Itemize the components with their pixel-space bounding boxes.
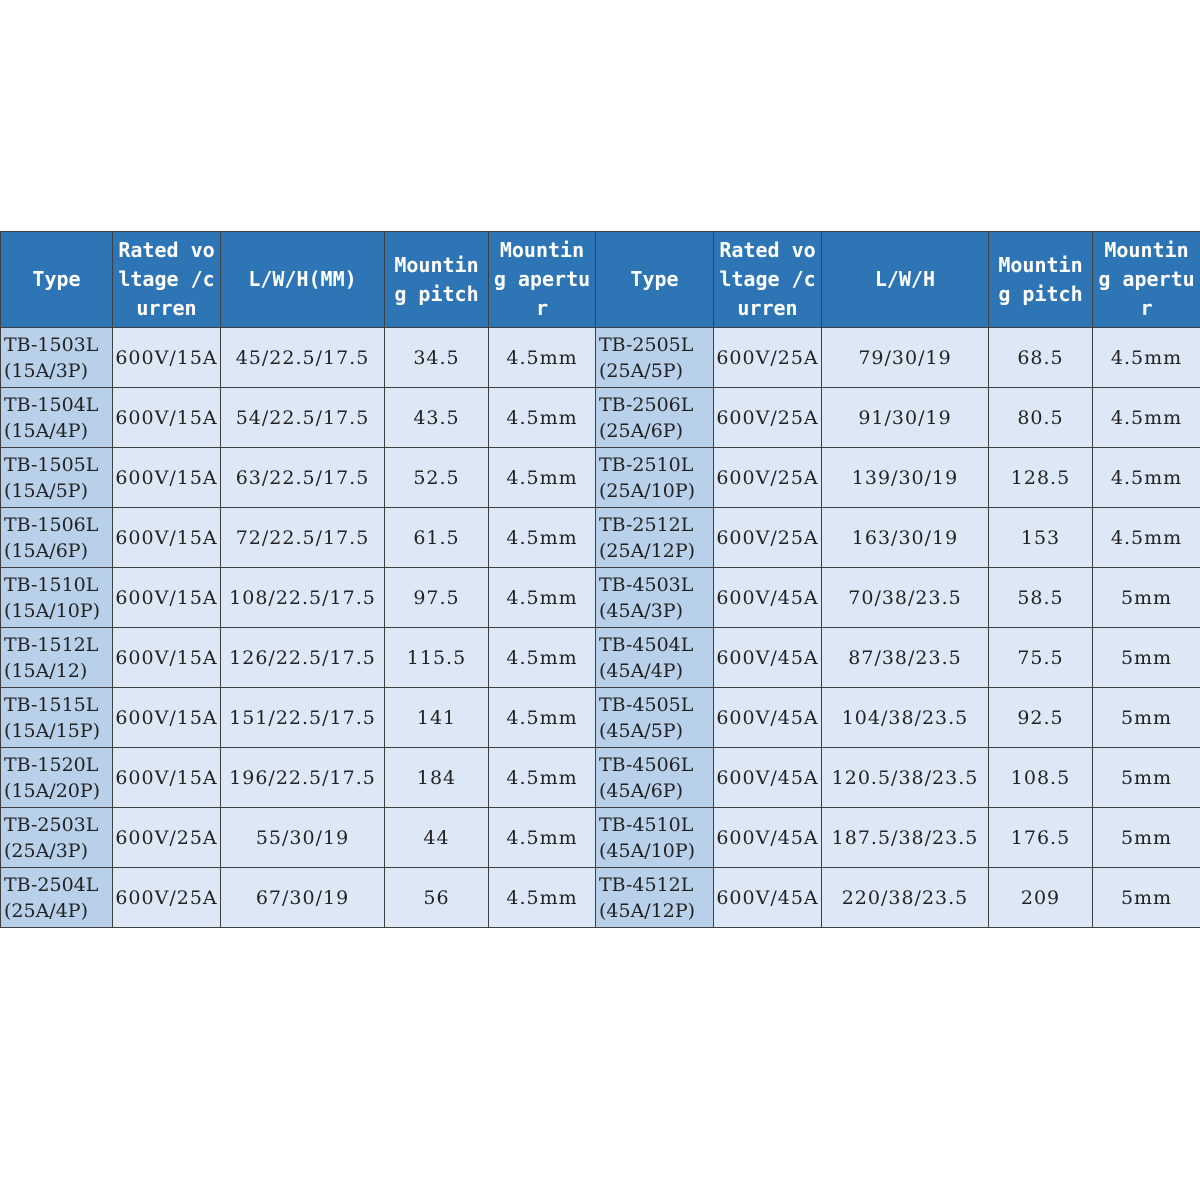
- header-mounting-pitch: [385, 232, 489, 328]
- dimensions-cell: 91/30/19: [822, 388, 989, 448]
- mounting-pitch-cell: 80.5: [989, 388, 1093, 448]
- header-rated-voltage: [113, 232, 221, 328]
- voltage-cell: 600V/25A: [714, 508, 822, 568]
- mounting-pitch-cell: 56: [385, 868, 489, 928]
- dimensions-cell: 220/38/23.5: [822, 868, 989, 928]
- model-number: TB-4503L: [599, 573, 694, 596]
- voltage-cell: 600V/15A: [113, 688, 221, 748]
- model-rating: (15A/3P): [4, 359, 88, 382]
- mounting-pitch-cell: 108.5: [989, 748, 1093, 808]
- header-row: [1, 232, 1200, 328]
- mounting-aperture-cell: 4.5mm: [489, 328, 596, 388]
- mounting-aperture-cell: 4.5mm: [489, 508, 596, 568]
- mounting-pitch-cell: 128.5: [989, 448, 1093, 508]
- type-cell: [596, 328, 714, 388]
- voltage-cell: 600V/25A: [714, 328, 822, 388]
- model-rating: (45A/12P): [599, 899, 696, 922]
- header-label: Type: [630, 267, 679, 291]
- model-number: TB-2505L: [599, 333, 694, 356]
- header-label: L/W/H(MM): [248, 267, 357, 291]
- voltage-cell: 600V/15A: [113, 508, 221, 568]
- model-number: TB-2510L: [599, 453, 694, 476]
- dimensions-cell: 139/30/19: [822, 448, 989, 508]
- table-row: [1, 748, 1200, 808]
- table-row: [1, 448, 1200, 508]
- type-cell: [1, 628, 113, 688]
- mounting-aperture-cell: 5mm: [1093, 688, 1200, 748]
- model-rating: (15A/4P): [4, 419, 88, 442]
- model-number: TB-1506L: [4, 513, 99, 536]
- model-number: TB-1504L: [4, 393, 99, 416]
- table-row: [1, 808, 1200, 868]
- mounting-pitch-cell: 58.5: [989, 568, 1093, 628]
- voltage-cell: 600V/15A: [113, 328, 221, 388]
- header-label: Mountin g pitch: [394, 252, 479, 306]
- model-rating: (15A/15P): [4, 719, 101, 742]
- type-cell: [596, 568, 714, 628]
- model-number: TB-1510L: [4, 573, 99, 596]
- dimensions-cell: 67/30/19: [221, 868, 385, 928]
- type-cell: [596, 388, 714, 448]
- mounting-pitch-cell: 34.5: [385, 328, 489, 388]
- voltage-cell: 600V/25A: [714, 388, 822, 448]
- model-number: TB-1515L: [4, 693, 99, 716]
- model-number: TB-4504L: [599, 633, 694, 656]
- dimensions-cell: 104/38/23.5: [822, 688, 989, 748]
- mounting-pitch-cell: 176.5: [989, 808, 1093, 868]
- mounting-pitch-cell: 141: [385, 688, 489, 748]
- dimensions-cell: 55/30/19: [221, 808, 385, 868]
- dimensions-cell: 54/22.5/17.5: [221, 388, 385, 448]
- dimensions-cell: 151/22.5/17.5: [221, 688, 385, 748]
- model-number: TB-4510L: [599, 813, 694, 836]
- model-rating: (45A/10P): [599, 839, 696, 862]
- header-dimensions: [822, 232, 989, 328]
- mounting-aperture-cell: 4.5mm: [489, 748, 596, 808]
- model-number: TB-1505L: [4, 453, 99, 476]
- voltage-cell: 600V/15A: [113, 388, 221, 448]
- mounting-aperture-cell: 4.5mm: [1093, 448, 1200, 508]
- dimensions-cell: 126/22.5/17.5: [221, 628, 385, 688]
- dimensions-cell: 120.5/38/23.5: [822, 748, 989, 808]
- model-rating: (25A/4P): [4, 899, 88, 922]
- mounting-pitch-cell: 97.5: [385, 568, 489, 628]
- header-type: [1, 232, 113, 328]
- table-row: [1, 868, 1200, 928]
- header-label: Mountin g apertur: [493, 238, 591, 320]
- type-cell: [596, 688, 714, 748]
- type-cell: [1, 568, 113, 628]
- voltage-cell: 600V/25A: [113, 868, 221, 928]
- voltage-cell: 600V/15A: [113, 448, 221, 508]
- model-rating: (15A/10P): [4, 599, 101, 622]
- mounting-aperture-cell: 4.5mm: [489, 448, 596, 508]
- table-row: [1, 628, 1200, 688]
- mounting-aperture-cell: 4.5mm: [1093, 388, 1200, 448]
- model-number: TB-4512L: [599, 873, 694, 896]
- model-rating: (25A/5P): [599, 359, 683, 382]
- voltage-cell: 600V/25A: [714, 448, 822, 508]
- mounting-pitch-cell: 61.5: [385, 508, 489, 568]
- type-cell: [1, 868, 113, 928]
- dimensions-cell: 87/38/23.5: [822, 628, 989, 688]
- voltage-cell: 600V/45A: [714, 748, 822, 808]
- model-rating: (25A/10P): [599, 479, 696, 502]
- model-number: TB-4506L: [599, 753, 694, 776]
- voltage-cell: 600V/45A: [714, 868, 822, 928]
- mounting-pitch-cell: 68.5: [989, 328, 1093, 388]
- model-rating: (25A/3P): [4, 839, 88, 862]
- mounting-pitch-cell: 52.5: [385, 448, 489, 508]
- mounting-aperture-cell: 4.5mm: [489, 388, 596, 448]
- type-cell: [1, 328, 113, 388]
- table-row: [1, 568, 1200, 628]
- model-number: TB-1503L: [4, 333, 99, 356]
- header-label: Type: [32, 267, 81, 291]
- voltage-cell: 600V/15A: [113, 568, 221, 628]
- header-label: Rated voltage /curren: [118, 238, 215, 320]
- dimensions-cell: 108/22.5/17.5: [221, 568, 385, 628]
- mounting-aperture-cell: 4.5mm: [489, 868, 596, 928]
- voltage-cell: 600V/45A: [714, 568, 822, 628]
- header-label: Rated voltage /curren: [719, 238, 816, 320]
- table-row: [1, 688, 1200, 748]
- header-mounting-aperture: [1093, 232, 1200, 328]
- header-type: [596, 232, 714, 328]
- model-number: TB-1512L: [4, 633, 99, 656]
- type-cell: [596, 448, 714, 508]
- table-row: [1, 388, 1200, 448]
- mounting-aperture-cell: 4.5mm: [489, 808, 596, 868]
- mounting-aperture-cell: 5mm: [1093, 868, 1200, 928]
- model-rating: (25A/12P): [599, 539, 696, 562]
- mounting-aperture-cell: 5mm: [1093, 568, 1200, 628]
- header-rated-voltage: [714, 232, 822, 328]
- type-cell: [596, 808, 714, 868]
- type-cell: [596, 508, 714, 568]
- mounting-aperture-cell: 4.5mm: [489, 688, 596, 748]
- mounting-aperture-cell: 5mm: [1093, 628, 1200, 688]
- model-number: TB-1520L: [4, 753, 99, 776]
- model-rating: (45A/5P): [599, 719, 683, 742]
- mounting-pitch-cell: 44: [385, 808, 489, 868]
- voltage-cell: 600V/25A: [113, 808, 221, 868]
- header-mounting-pitch: [989, 232, 1093, 328]
- model-number: TB-2506L: [599, 393, 694, 416]
- header-mounting-aperture: [489, 232, 596, 328]
- type-cell: [596, 628, 714, 688]
- table-header: [1, 232, 1200, 328]
- model-number: TB-2512L: [599, 513, 694, 536]
- table-row: [1, 508, 1200, 568]
- terminal-block-spec-table: [0, 231, 1200, 928]
- type-cell: [1, 748, 113, 808]
- type-cell: [596, 748, 714, 808]
- mounting-aperture-cell: 4.5mm: [1093, 508, 1200, 568]
- dimensions-cell: 163/30/19: [822, 508, 989, 568]
- mounting-pitch-cell: 92.5: [989, 688, 1093, 748]
- mounting-pitch-cell: 184: [385, 748, 489, 808]
- mounting-aperture-cell: 5mm: [1093, 748, 1200, 808]
- header-label: Mountin g apertur: [1098, 238, 1195, 320]
- mounting-pitch-cell: 153: [989, 508, 1093, 568]
- type-cell: [1, 388, 113, 448]
- table-row: [1, 328, 1200, 388]
- mounting-aperture-cell: 5mm: [1093, 808, 1200, 868]
- dimensions-cell: 45/22.5/17.5: [221, 328, 385, 388]
- mounting-aperture-cell: 4.5mm: [1093, 328, 1200, 388]
- type-cell: [1, 508, 113, 568]
- mounting-aperture-cell: 4.5mm: [489, 628, 596, 688]
- mounting-pitch-cell: 209: [989, 868, 1093, 928]
- dimensions-cell: 63/22.5/17.5: [221, 448, 385, 508]
- type-cell: [1, 448, 113, 508]
- model-number: TB-4505L: [599, 693, 694, 716]
- dimensions-cell: 72/22.5/17.5: [221, 508, 385, 568]
- model-rating: (25A/6P): [599, 419, 683, 442]
- model-rating: (15A/5P): [4, 479, 88, 502]
- table-body: [1, 328, 1200, 928]
- type-cell: [1, 808, 113, 868]
- mounting-pitch-cell: 43.5: [385, 388, 489, 448]
- header-dimensions: [221, 232, 385, 328]
- voltage-cell: 600V/45A: [714, 628, 822, 688]
- header-label: L/W/H: [874, 267, 936, 291]
- mounting-aperture-cell: 4.5mm: [489, 568, 596, 628]
- type-cell: [1, 688, 113, 748]
- voltage-cell: 600V/45A: [714, 688, 822, 748]
- dimensions-cell: 70/38/23.5: [822, 568, 989, 628]
- model-rating: (15A/12): [4, 659, 88, 682]
- model-rating: (45A/4P): [599, 659, 683, 682]
- model-number: TB-2503L: [4, 813, 99, 836]
- model-rating: (15A/20P): [4, 779, 101, 802]
- mounting-pitch-cell: 115.5: [385, 628, 489, 688]
- type-cell: [596, 868, 714, 928]
- dimensions-cell: 196/22.5/17.5: [221, 748, 385, 808]
- dimensions-cell: 79/30/19: [822, 328, 989, 388]
- mounting-pitch-cell: 75.5: [989, 628, 1093, 688]
- dimensions-cell: 187.5/38/23.5: [822, 808, 989, 868]
- voltage-cell: 600V/45A: [714, 808, 822, 868]
- header-label: Mountin g pitch: [998, 252, 1083, 306]
- model-rating: (45A/3P): [599, 599, 683, 622]
- voltage-cell: 600V/15A: [113, 628, 221, 688]
- model-rating: (15A/6P): [4, 539, 88, 562]
- model-number: TB-2504L: [4, 873, 99, 896]
- voltage-cell: 600V/15A: [113, 748, 221, 808]
- model-rating: (45A/6P): [599, 779, 683, 802]
